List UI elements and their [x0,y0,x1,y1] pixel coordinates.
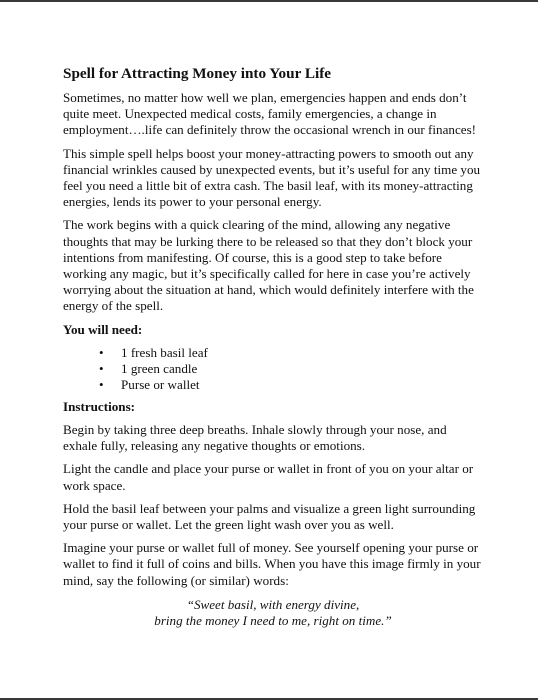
supplies-list [63,345,483,393]
instruction-step: Imagine your purse or wallet full of money. See yourself opening your purse or wallet to find it full of coins and bills. When you have this image firmly in your mind, say the following (or similar) words: [63,540,481,588]
spell-purpose-paragraph: This simple spell helps boost your money-attracting powers to smooth out any financial wrinkles caused by unexpected events, but it’s useful for any time you feel you need a little bit of extra cash. The basil leaf, with its money-attracting energies, lends its power to your personal energy. [63,145,481,210]
list-item: • 1 green candle [121,361,483,377]
clearing-paragraph: The work begins with a quick clearing of the mind, allowing any negative thoughts that may be lurking there to be released so that they don’t block your intentions from manifesting. Of course, this is a good step to take before working any magic, but it’s specifically called for here in case you’re actively worrying about the situation at hand, which would definitely interfere with the energy of the spell. [63,217,474,314]
instruction-step: Hold the basil leaf between your palms and visualize a green light surrounding your purse or wallet. Let the green light wash over you as well. [63,500,476,533]
instruction-step: Light the candle and place your purse or wallet in front of you on your altar or work space. [63,461,474,493]
instructions-heading: Instructions: [63,398,136,414]
list-item: • Purse or wallet [121,377,483,393]
page-title: Spell for Attracting Money into Your Life [63,65,332,82]
incantation-line: bring the money I need to me, right on time.” [154,613,392,629]
instruction-step: Begin by taking three deep breaths. Inhale slowly through your nose, and exhale fully, releasing any negative thoughts or emotions. [63,422,447,454]
list-item: • 1 fresh basil leaf [121,345,483,361]
top-border-line [0,0,538,2]
page-content [63,64,483,629]
supplies-heading: You will need: [63,321,143,337]
intro-paragraph: Sometimes, no matter how well we plan, emergencies happen and ends don’t quite meet. Unexpected medical costs, family emergencies, a change in employment….life can definitely throw the occasional wrench in our finances! [63,90,477,138]
incantation-quote [63,597,483,629]
incantation-line: “Sweet basil, with energy divine, [186,596,360,612]
